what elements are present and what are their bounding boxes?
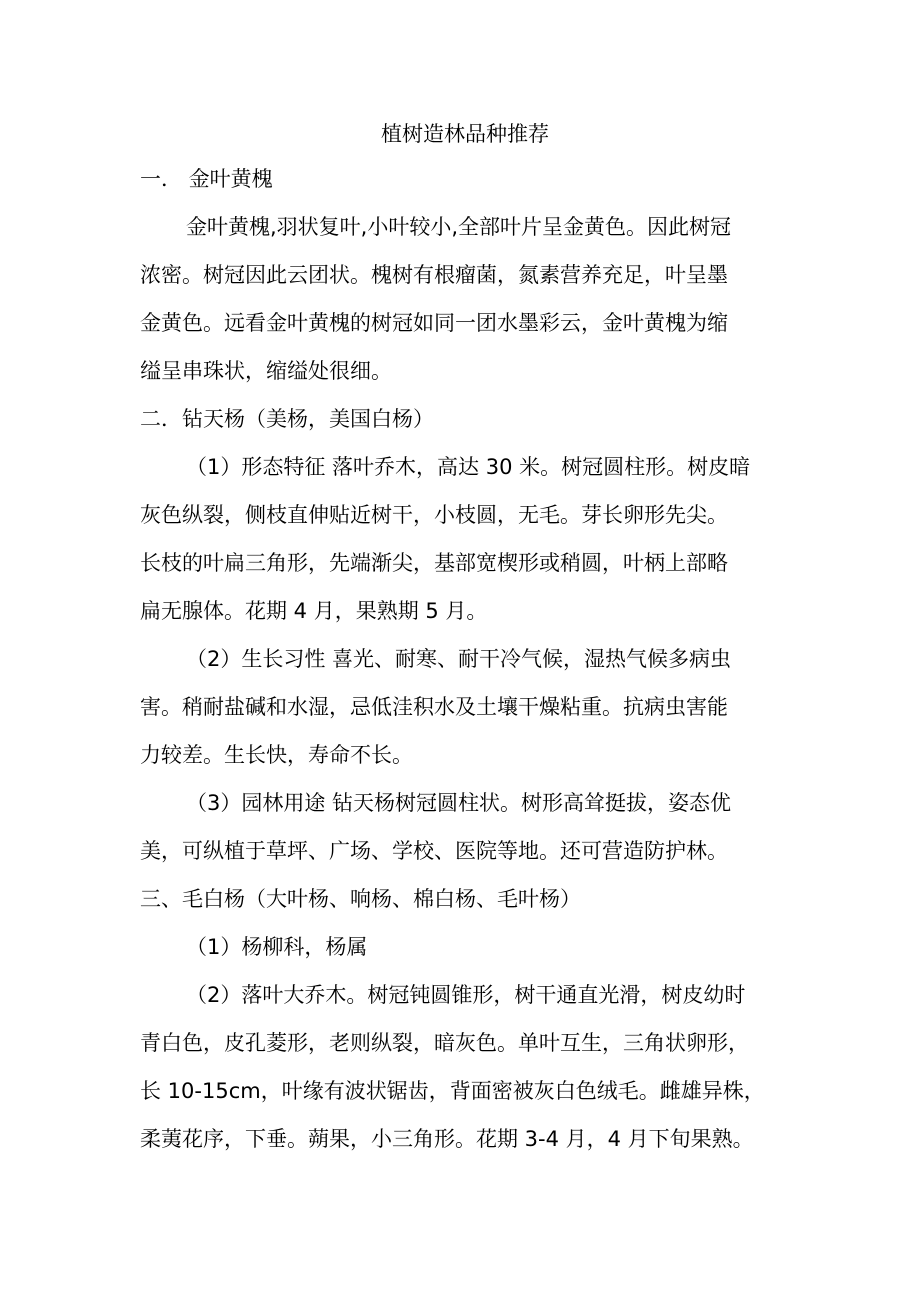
paragraph-line: （1）形态特征 落叶乔木，高达 30 米。树冠圆柱形。树皮暗	[186, 455, 751, 479]
document-title: 植树造林品种推荐	[381, 122, 549, 146]
paragraph-line: 长枝的叶扁三角形，先端渐尖，基部宽楔形或稍圆，叶柄上部略	[140, 551, 728, 575]
paragraph-line: 美，可纵植于草坪、广场、学校、医院等地。还可营造防护林。	[140, 839, 728, 863]
paragraph	[140, 779, 790, 875]
paragraph-line: 青白色，皮孔菱形，老则纵裂，暗灰色。单叶互生，三角状卵形，	[140, 1031, 749, 1055]
paragraph-line: 灰色纵裂，侧枝直伸贴近树干，小枝圆，无毛。芽长卵形先尖。	[140, 503, 728, 527]
document-body	[140, 113, 790, 1163]
paragraph	[140, 203, 790, 395]
paragraph-line: （1）杨柳科，杨属	[186, 935, 368, 959]
paragraph-line: 浓密。树冠因此云团状。槐树有根瘤菌，氮素营养充足，叶呈墨	[140, 263, 728, 287]
section-heading: 一． 金叶黄槐	[140, 167, 273, 191]
paragraph-line: 扁无腺体。花期 4 月，果熟期 5 月。	[140, 599, 488, 623]
paragraph-line: 害。稍耐盐碱和水湿，忌低洼积水及土壤干燥粘重。抗病虫害能	[140, 695, 728, 719]
paragraph-line: 力较差。生长快，寿命不长。	[140, 743, 413, 767]
paragraph-line: 金叶黄槐,羽状复叶,小叶较小,全部叶片呈金黄色。因此树冠	[186, 215, 732, 239]
paragraph	[140, 971, 790, 1163]
paragraph-line: （2）落叶大乔木。树冠钝圆锥形，树干通直光滑，树皮幼时	[186, 983, 746, 1007]
paragraph	[140, 443, 790, 635]
paragraph-line: 长 10-15cm，叶缘有波状锯齿，背面密被灰白色绒毛。雌雄异株，	[140, 1079, 765, 1103]
paragraph-line: 柔荑花序，下垂。蒴果，小三角形。花期 3-4 月，4 月下旬果熟。	[140, 1127, 754, 1151]
paragraph-line: 缢呈串珠状，缩缢处很细。	[140, 359, 392, 383]
paragraph	[140, 635, 790, 779]
section-heading: 二．钻天杨（美杨，美国白杨）	[140, 407, 434, 431]
paragraph-line: 金黄色。远看金叶黄槐的树冠如同一团水墨彩云，金叶黄槐为缩	[140, 311, 728, 335]
section-heading: 三、毛白杨（大叶杨、响杨、棉白杨、毛叶杨）	[140, 887, 581, 911]
paragraph-line: （3）园林用途 钻天杨树冠圆柱状。树形高耸挺拔，姿态优	[186, 791, 732, 815]
paragraph-line: （2）生长习性 喜光、耐寒、耐干冷气候，湿热气候多病虫	[186, 647, 732, 671]
paragraph	[140, 923, 790, 971]
